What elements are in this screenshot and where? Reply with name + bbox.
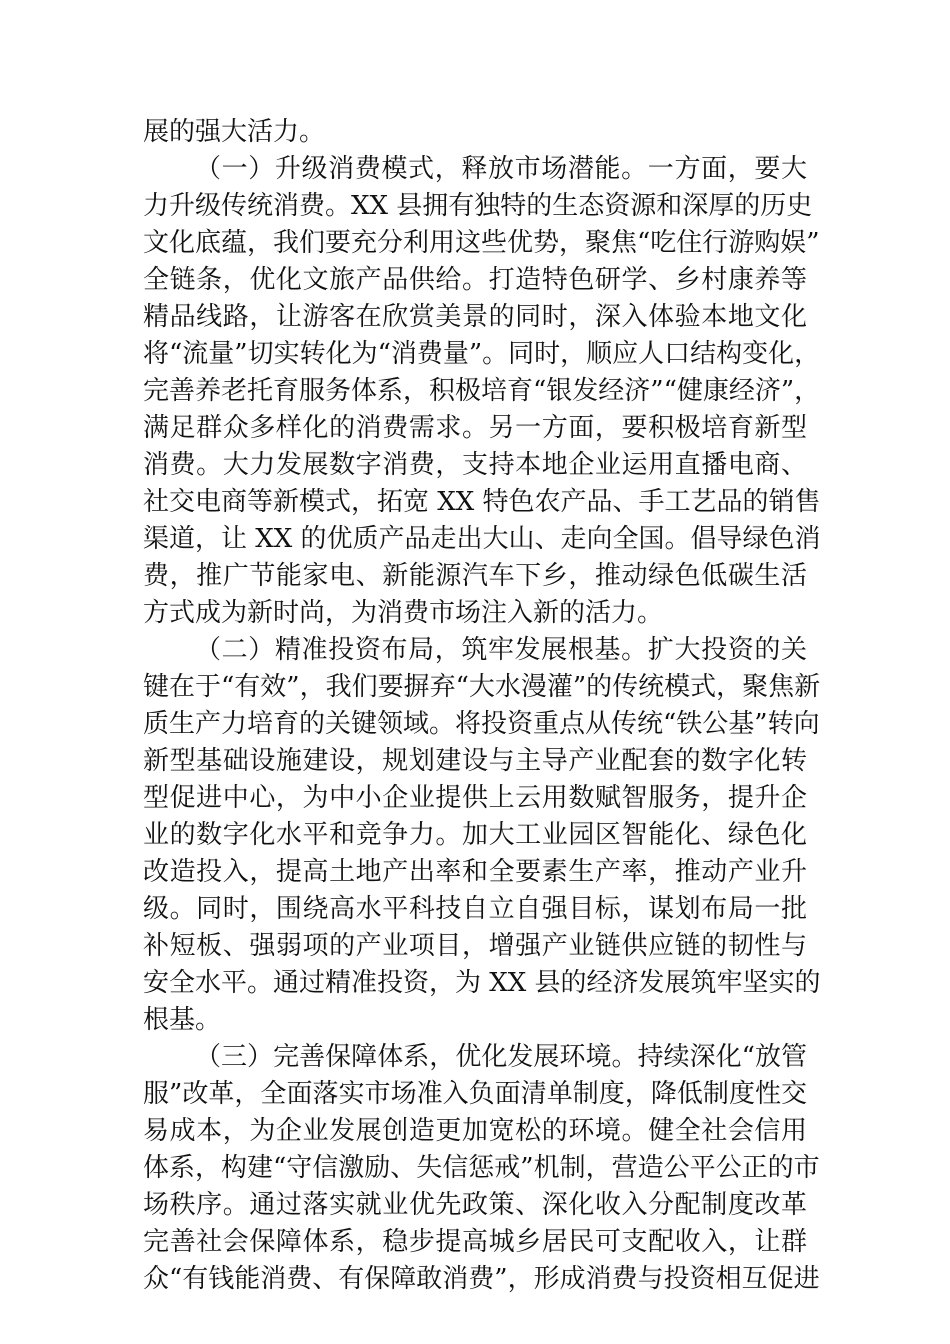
text-line: 完善社会保障体系，稳步提高城乡居民可支配收入，让群 xyxy=(143,1227,807,1257)
text-line: 服”改革，全面落实市场准入负面清单制度，降低制度性交 xyxy=(143,1079,807,1109)
text-line: 文化底蕴，我们要充分利用这些优势，聚焦“吃住行游购娱” xyxy=(143,228,820,258)
text-line: 费，推广节能家电、新能源汽车下乡，推动绿色低碳生活 xyxy=(143,561,807,591)
text-line: 级。同时，围绕高水平科技自立自强目标，谋划布局一批 xyxy=(143,894,807,924)
text-line: 型促进中心，为中小企业提供上云用数赋智服务，提升企 xyxy=(143,783,807,813)
text-line: 众“有钱能消费、有保障敢消费”，形成消费与投资相互促进 xyxy=(143,1264,820,1294)
text-line: 业的数字化水平和竞争力。加大工业园区智能化、绿色化 xyxy=(143,820,807,850)
text-line: 全链条，优化文旅产品供给。打造特色研学、乡村康养等 xyxy=(143,265,807,295)
paragraph xyxy=(143,1039,820,1298)
text-line: 体系，构建“守信激励、失信惩戒”机制，营造公平公正的市 xyxy=(143,1153,820,1183)
text-line: 改造投入，提高土地产出率和全要素生产率，推动产业升 xyxy=(143,857,807,887)
text-line: 消费。大力发展数字消费，支持本地企业运用直播电商、 xyxy=(143,450,807,480)
text-line: （二）精准投资布局，筑牢发展根基。扩大投资的关 xyxy=(195,635,807,665)
text-line: 根基。 xyxy=(143,1005,222,1035)
text-line: 力升级传统消费。XX 县拥有独特的生态资源和深厚的历史 xyxy=(143,191,813,221)
text-line: 社交电商等新模式，拓宽 XX 特色农产品、手工艺品的销售 xyxy=(143,487,821,517)
document-page xyxy=(143,114,821,1298)
text-line: 补短板、强弱项的产业项目，增强产业链供应链的韧性与 xyxy=(143,931,807,961)
text-line: 满足群众多样化的消费需求。另一方面，要积极培育新型 xyxy=(143,413,807,443)
text-line: 渠道，让 XX 的优质产品走出大山、走向全国。倡导绿色消 xyxy=(143,524,821,554)
text-line: 新型基础设施建设，规划建设与主导产业配套的数字化转 xyxy=(143,746,807,776)
text-line: 键在于“有效”，我们要摒弃“大水漫灌”的传统模式，聚焦新 xyxy=(143,672,821,702)
text-line: 方式成为新时尚，为消费市场注入新的活力。 xyxy=(143,598,664,628)
paragraph xyxy=(143,151,821,632)
text-line: 将“流量”切实转化为“消费量”。同时，顺应人口结构变化， xyxy=(143,339,821,369)
paragraph xyxy=(143,632,821,1039)
text-line: 质生产力培育的关键领域。将投资重点从传统“铁公基”转向 xyxy=(143,709,820,739)
paragraph xyxy=(143,114,807,151)
text-line: 场秩序。通过落实就业优先政策、深化收入分配制度改革 xyxy=(143,1190,807,1220)
text-line: 完善养老托育服务体系，积极培育“银发经济”“健康经济”， xyxy=(143,376,821,406)
text-line: （三）完善保障体系，优化发展环境。持续深化“放管 xyxy=(195,1042,807,1072)
text-line: （一）升级消费模式，释放市场潜能。一方面，要大 xyxy=(195,154,807,184)
text-line: 安全水平。通过精准投资，为 XX 县的经济发展筑牢坚实的 xyxy=(143,968,821,998)
text-line: 展的强大活力。 xyxy=(143,117,326,147)
text-line: 易成本，为企业发展创造更加宽松的环境。健全社会信用 xyxy=(143,1116,807,1146)
text-line: 精品线路，让游客在欣赏美景的同时，深入体验本地文化 xyxy=(143,302,807,332)
